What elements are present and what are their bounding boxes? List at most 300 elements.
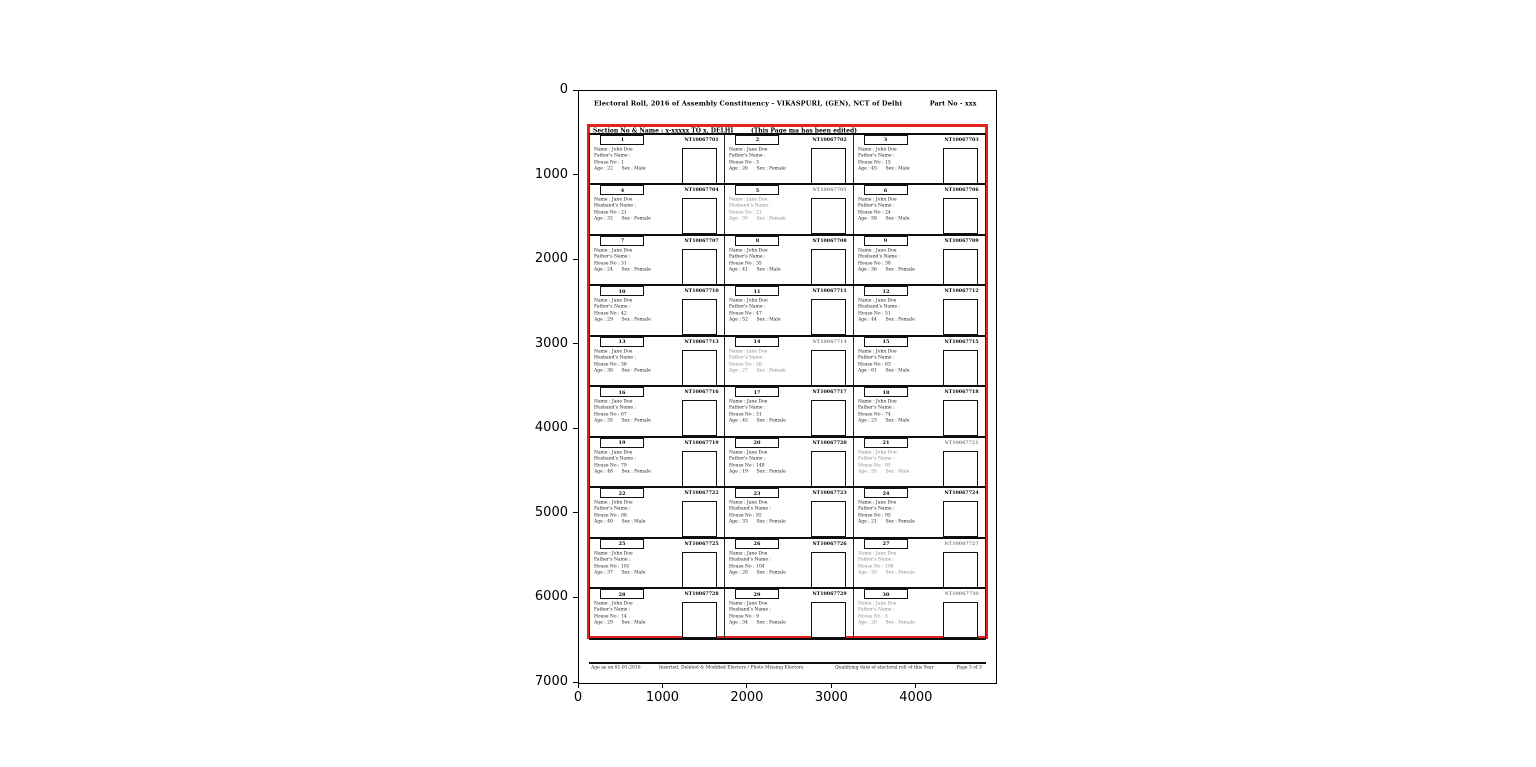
x-tick-mark: [831, 683, 832, 688]
serial-number-box: [735, 286, 779, 296]
y-tick-mark: [573, 90, 578, 91]
voter-card: [590, 286, 724, 335]
house-line: House No : 104: [729, 563, 765, 569]
voter-details: [858, 298, 943, 323]
serial-number-box: [864, 236, 908, 246]
serial-number-box: [600, 236, 644, 246]
voter-card-row: [590, 486, 985, 537]
voter-card: [724, 337, 852, 386]
name-line: Name : John Doe: [857, 348, 897, 354]
voter-photo-box: [943, 350, 978, 386]
serial-number-box: [600, 135, 644, 145]
voter-card: [724, 135, 852, 184]
name-line: Name : John Doe: [857, 399, 897, 405]
house-line: House No : 58: [729, 361, 762, 367]
voter-photo-box: [811, 299, 846, 335]
voter-details: [729, 601, 814, 626]
voter-details: [729, 450, 814, 475]
house-line: House No : 63: [857, 361, 891, 367]
age-sex-line: Age : 34 Sex : Female: [729, 620, 787, 626]
y-tick-label: 1000: [534, 166, 568, 182]
age-sex-line: Age : 19 Sex : Female: [729, 468, 787, 474]
serial-number-box: [864, 337, 908, 347]
serial-number-box: [735, 488, 779, 498]
voter-photo-box: [811, 602, 846, 638]
epic-number: NT10067706: [944, 187, 979, 193]
y-tick-mark: [573, 174, 578, 175]
epic-number: NT10067714: [812, 338, 847, 345]
epic-number: NT10067728: [683, 591, 719, 597]
relation-line: Father's Name :: [594, 607, 631, 613]
name-line: Name : Jane Doe: [594, 298, 633, 304]
age-sex-line: Age : 30 Sex : Female: [729, 215, 787, 221]
voter-details: [729, 551, 814, 576]
voter-card: [853, 438, 985, 487]
serial-number: 20: [753, 440, 761, 446]
serial-number: 24: [882, 490, 890, 497]
voter-photo-box: [682, 148, 717, 184]
age-sex-line: Age : 61 Sex : Male: [857, 367, 910, 373]
serial-number: 16: [618, 389, 626, 395]
relation-line: Father's Name :: [857, 556, 895, 562]
relation-line: Husband's Name :: [729, 202, 772, 208]
voter-card-row: [590, 335, 985, 386]
voter-card: [724, 387, 852, 436]
voter-card: [724, 488, 852, 537]
name-line: Name : Jane Doe: [857, 550, 897, 556]
voter-details: [729, 147, 814, 172]
voter-card: [724, 286, 852, 335]
voter-card: [853, 589, 985, 638]
voter-details: [594, 450, 679, 475]
voter-card: [590, 488, 724, 537]
voter-details: [858, 349, 943, 374]
name-line: Name : Jane Doe: [729, 348, 768, 354]
age-sex-line: Age : 22 Sex : Male: [594, 165, 646, 171]
voter-details: [729, 399, 814, 424]
relation-line: Father's Name :: [594, 152, 631, 158]
voter-card: [590, 236, 724, 285]
voter-card: [853, 185, 985, 234]
epic-number: NT10067711: [812, 288, 847, 294]
voter-card-row: [590, 133, 985, 184]
epic-number: NT10067702: [812, 136, 847, 142]
name-line: Name : Jane Doe: [857, 298, 897, 304]
serial-number: 26: [753, 541, 761, 547]
part-number-label: Part No - xxx: [929, 100, 976, 108]
serial-number: 17: [753, 389, 761, 395]
y-tick-mark: [573, 512, 578, 513]
voter-details: [594, 500, 679, 525]
house-line: House No : 24: [857, 209, 891, 215]
serial-number-box: [864, 539, 908, 549]
voter-photo-box: [943, 198, 978, 234]
voter-details: [858, 551, 943, 576]
serial-number: 30: [882, 591, 890, 598]
voter-photo-box: [811, 148, 846, 184]
serial-number: 6: [883, 187, 888, 193]
name-line: Name : Jane Doe: [729, 399, 768, 405]
house-line: House No : 56: [594, 361, 627, 367]
epic-number: NT10067724: [944, 490, 979, 496]
epic-number: NT10067725: [683, 540, 719, 547]
voter-card-row: [590, 587, 985, 638]
relation-line: Husband's Name :: [857, 304, 900, 310]
voter-details: [594, 298, 679, 323]
voter-card-table: [589, 133, 986, 640]
serial-number: 1: [620, 136, 624, 143]
serial-number-box: [735, 589, 779, 599]
x-tick-mark: [578, 683, 579, 688]
footer-divider: [589, 662, 986, 664]
epic-number: NT10067719: [683, 439, 719, 446]
relation-line: Father's Name :: [729, 253, 766, 259]
voter-photo-box: [682, 198, 717, 234]
relation-line: Father's Name :: [729, 152, 766, 158]
voter-card-row: [590, 183, 985, 234]
voter-card: [590, 337, 724, 386]
serial-number-box: [864, 488, 908, 498]
house-line: House No : 15: [857, 159, 891, 165]
voter-card-row: [590, 234, 985, 285]
voter-photo-box: [811, 451, 846, 487]
serial-number-box: [735, 236, 779, 246]
serial-number: 8: [755, 237, 760, 244]
section-no-name-label: Section No & Name : x-xxxxx TO x, DELHI: [593, 127, 734, 134]
y-tick-label: 7000: [534, 674, 568, 689]
voter-card: [853, 337, 985, 386]
y-tick-label: 3000: [534, 335, 568, 351]
name-line: Name : John Doe: [729, 298, 768, 304]
y-tick-label: 2000: [534, 251, 568, 267]
age-sex-line: Age : 24 Sex : Female: [594, 266, 651, 272]
serial-number-box: [864, 438, 908, 448]
age-sex-line: Age : 50 Sex : Female: [857, 569, 915, 575]
serial-number-box: [735, 539, 779, 549]
voter-photo-box: [682, 602, 717, 638]
relation-line: Husband's Name :: [594, 202, 636, 208]
serial-number: 28: [618, 591, 626, 598]
voter-details: [594, 399, 679, 424]
age-sex-line: Age : 26 Sex : Female: [729, 165, 787, 171]
serial-number-box: [735, 438, 779, 448]
house-line: House No : 88: [594, 513, 627, 519]
serial-number: 23: [753, 490, 761, 497]
voter-photo-box: [682, 501, 717, 537]
house-line: House No : 38: [857, 260, 891, 266]
voter-card: [853, 135, 985, 184]
voter-details: [858, 147, 943, 172]
epic-number: NT10067723: [812, 490, 847, 496]
serial-number: 11: [753, 288, 761, 294]
relation-line: Husband's Name :: [729, 607, 772, 613]
epic-number: NT10067710: [683, 288, 719, 294]
epic-number: NT10067726: [812, 540, 847, 547]
voter-card: [853, 236, 985, 285]
serial-number: 7: [620, 237, 624, 244]
relation-line: Father's Name :: [729, 405, 766, 411]
house-line: House No : 47: [729, 311, 762, 317]
voter-photo-box: [682, 299, 717, 335]
relation-line: Father's Name :: [594, 556, 631, 562]
serial-number: 4: [620, 187, 624, 193]
epic-number: NT10067715: [944, 338, 979, 345]
name-line: Name : Jane Doe: [857, 500, 897, 506]
relation-line: Father's Name :: [857, 455, 895, 461]
serial-number: 25: [618, 541, 626, 547]
x-tick-label: 3000: [814, 690, 848, 705]
name-line: Name : Jane Doe: [729, 197, 768, 203]
epic-number: NT10067730: [944, 591, 979, 597]
voter-card: [590, 589, 724, 638]
name-line: Name : Jane Doe: [729, 500, 768, 506]
house-line: House No : 108: [857, 563, 894, 569]
age-sex-line: Age : 21 Sex : Female: [857, 519, 915, 525]
voter-photo-box: [682, 552, 717, 588]
serial-number-box: [600, 438, 644, 448]
epic-number: NT10067729: [812, 591, 847, 597]
footer-modified-note: Inserted, Deleted & Modified Electors / Photo Missing Electors: [659, 665, 804, 670]
age-sex-line: Age : 52 Sex : Male: [729, 316, 781, 322]
x-tick-label: 0: [573, 690, 583, 705]
name-line: Name : John Doe: [857, 197, 897, 203]
serial-number-box: [864, 286, 908, 296]
name-line: Name : Jane Doe: [729, 601, 768, 607]
name-line: Name : Jane Doe: [857, 247, 897, 253]
name-line: Name : Jane Doe: [594, 348, 633, 354]
voter-card-row: [590, 284, 985, 335]
x-tick-label: 2000: [730, 690, 764, 705]
voter-card: [853, 488, 985, 537]
age-sex-line: Age : 58 Sex : Male: [857, 215, 910, 221]
age-sex-line: Age : 38 Sex : Female: [594, 367, 651, 373]
relation-line: Father's Name :: [857, 405, 895, 411]
voter-details: [594, 197, 679, 222]
house-line: House No : 3: [729, 159, 760, 165]
x-tick-mark: [662, 683, 663, 688]
relation-line: Husband's Name :: [729, 556, 772, 562]
house-line: House No : 1: [594, 159, 624, 165]
age-sex-line: Age : 45 Sex : Male: [857, 165, 910, 171]
voter-photo-box: [943, 148, 978, 184]
epic-number: NT10067727: [944, 540, 979, 547]
serial-number: 12: [882, 288, 890, 294]
epic-number: NT10067722: [683, 490, 719, 496]
relation-line: Father's Name :: [729, 354, 766, 360]
y-tick-label: 0: [559, 82, 568, 97]
page-edited-note: (This Page ma has been edited): [751, 127, 857, 134]
y-tick-mark: [573, 259, 578, 260]
relation-line: Father's Name :: [857, 506, 895, 512]
voter-photo-box: [943, 552, 978, 588]
age-sex-line: Age : 45 Sex : Female: [729, 418, 787, 424]
age-sex-line: Age : 55 Sex : Male: [857, 468, 910, 474]
name-line: Name : John Doe: [594, 550, 633, 556]
relation-line: Husband's Name :: [594, 405, 636, 411]
relation-line: Father's Name :: [729, 455, 766, 461]
y-tick-mark: [573, 428, 578, 429]
name-line: Name : John Doe: [594, 146, 633, 152]
serial-number: 18: [882, 389, 890, 395]
serial-number: 10: [618, 288, 626, 294]
y-tick-mark: [573, 343, 578, 344]
epic-number: NT10067713: [683, 338, 719, 345]
voter-card-row: [590, 537, 985, 588]
age-sex-line: Age : 36 Sex : Female: [857, 266, 915, 272]
serial-number: 2: [755, 136, 760, 143]
name-line: Name : Jane Doe: [729, 146, 768, 152]
epic-number: NT10067712: [944, 288, 979, 294]
voter-card: [724, 589, 852, 638]
voter-card: [853, 286, 985, 335]
age-sex-line: Age : 23 Sex : Male: [857, 418, 910, 424]
serial-number: 15: [882, 338, 890, 345]
x-tick-mark: [746, 683, 747, 688]
serial-number: 27: [882, 541, 890, 547]
voter-details: [858, 601, 943, 626]
voter-photo-box: [943, 400, 978, 436]
age-sex-line: Age : 33 Sex : Female: [729, 519, 787, 525]
voter-details: [729, 248, 814, 273]
house-line: House No : 51: [857, 311, 891, 317]
epic-number: NT10067709: [944, 237, 979, 244]
house-line: House No : 85: [857, 462, 891, 468]
serial-number-box: [600, 539, 644, 549]
voter-card: [724, 438, 852, 487]
serial-number-box: [864, 589, 908, 599]
serial-number: 13: [618, 338, 626, 345]
voter-photo-box: [943, 249, 978, 285]
house-line: House No : 6: [857, 614, 888, 620]
voter-card: [590, 135, 724, 184]
house-line: House No : 95: [857, 513, 891, 519]
voter-photo-box: [943, 602, 978, 638]
serial-number: 9: [883, 237, 888, 244]
house-line: House No : 149: [729, 462, 765, 468]
house-line: House No : 101: [594, 563, 630, 569]
serial-number: 29: [753, 591, 761, 598]
relation-line: Father's Name :: [857, 202, 895, 208]
age-sex-line: Age : 41 Sex : Male: [729, 266, 781, 272]
footer-page-number: Page 3 of 3: [956, 665, 982, 670]
voter-photo-box: [811, 400, 846, 436]
voter-card: [590, 438, 724, 487]
voter-details: [594, 551, 679, 576]
relation-line: Father's Name :: [729, 304, 766, 310]
relation-line: Father's Name :: [594, 506, 631, 512]
epic-number: NT10067708: [812, 237, 847, 244]
voter-details: [729, 349, 814, 374]
relation-line: Father's Name :: [857, 152, 895, 158]
voter-photo-box: [811, 198, 846, 234]
age-sex-line: Age : 35 Sex : Female: [594, 418, 651, 424]
voter-card: [590, 387, 724, 436]
voter-card: [724, 539, 852, 588]
relation-line: Father's Name :: [594, 304, 631, 310]
age-sex-line: Age : 29 Sex : Female: [594, 316, 651, 322]
name-line: Name : Jane Doe: [594, 399, 633, 405]
serial-number-box: [864, 185, 908, 195]
epic-number: NT10067717: [812, 389, 847, 395]
serial-number-box: [864, 387, 908, 397]
name-line: Name : John Doe: [594, 601, 633, 607]
voter-card-row: [590, 436, 985, 487]
voter-photo-box: [682, 350, 717, 386]
voter-details: [858, 500, 943, 525]
epic-number: NT10067701: [683, 136, 719, 142]
relation-line: Husband's Name :: [594, 455, 636, 461]
footer-qualifying-note: Qualifying date of electoral roll of this Year: [835, 665, 934, 670]
relation-line: Father's Name :: [857, 354, 895, 360]
age-sex-line: Age : 28 Sex : Female: [729, 569, 787, 575]
serial-number-box: [600, 286, 644, 296]
age-sex-line: Age : 32 Sex : Female: [594, 215, 651, 221]
house-line: House No : 92: [729, 513, 762, 519]
name-line: Name : John Doe: [594, 500, 633, 506]
x-tick-label: 4000: [899, 690, 933, 705]
name-line: Name : Jane Doe: [729, 449, 768, 455]
voter-details: [729, 197, 814, 222]
house-line: House No : 14: [594, 614, 627, 620]
serial-number: 14: [753, 338, 761, 345]
voter-card: [853, 539, 985, 588]
voter-details: [729, 500, 814, 525]
name-line: Name : Jane Doe: [729, 550, 768, 556]
house-line: House No : 74: [857, 412, 891, 418]
y-tick-label: 4000: [534, 420, 568, 436]
voter-details: [594, 349, 679, 374]
x-tick-label: 1000: [645, 690, 679, 705]
y-tick-mark: [573, 597, 578, 598]
relation-line: Husband's Name :: [857, 253, 900, 259]
voter-card: [724, 236, 852, 285]
house-line: House No : 31: [594, 260, 627, 266]
epic-number: NT10067721: [944, 439, 979, 446]
serial-number: 22: [618, 490, 626, 497]
epic-number: NT10067716: [683, 389, 719, 395]
age-sex-line: Age : 37 Sex : Male: [594, 569, 646, 575]
footer-age-note: Age as on 01-01-2016: [591, 665, 641, 670]
age-sex-line: Age : 26 Sex : Female: [857, 620, 915, 626]
voter-photo-box: [811, 552, 846, 588]
house-line: House No : 21: [729, 209, 762, 215]
voter-photo-box: [682, 400, 717, 436]
electoral-roll-title: Electoral Roll, 2016 of Assembly Constituency - VIKASPURI, (GEN), NCT of Delhi: [594, 100, 903, 108]
y-tick-label: 5000: [534, 504, 568, 520]
voter-details: [594, 248, 679, 273]
voter-details: [858, 197, 943, 222]
name-line: Name : Jane Doe: [594, 197, 633, 203]
voter-photo-box: [943, 299, 978, 335]
voter-photo-box: [811, 501, 846, 537]
epic-number: NT10067704: [683, 187, 719, 193]
voter-details: [858, 450, 943, 475]
relation-line: Father's Name :: [594, 253, 631, 259]
serial-number-box: [735, 135, 779, 145]
house-line: House No : 35: [729, 260, 762, 266]
voter-details: [594, 147, 679, 172]
serial-number-box: [735, 337, 779, 347]
voter-photo-box: [943, 501, 978, 537]
house-line: House No : 9: [729, 614, 760, 620]
serial-number: 19: [618, 440, 626, 446]
age-sex-line: Age : 29 Sex : Male: [594, 620, 646, 626]
age-sex-line: Age : 44 Sex : Female: [857, 316, 915, 322]
epic-number: NT10067703: [944, 136, 979, 142]
epic-number: NT10067707: [683, 237, 719, 244]
plot-axes: [578, 90, 997, 684]
relation-line: Husband's Name :: [594, 354, 636, 360]
